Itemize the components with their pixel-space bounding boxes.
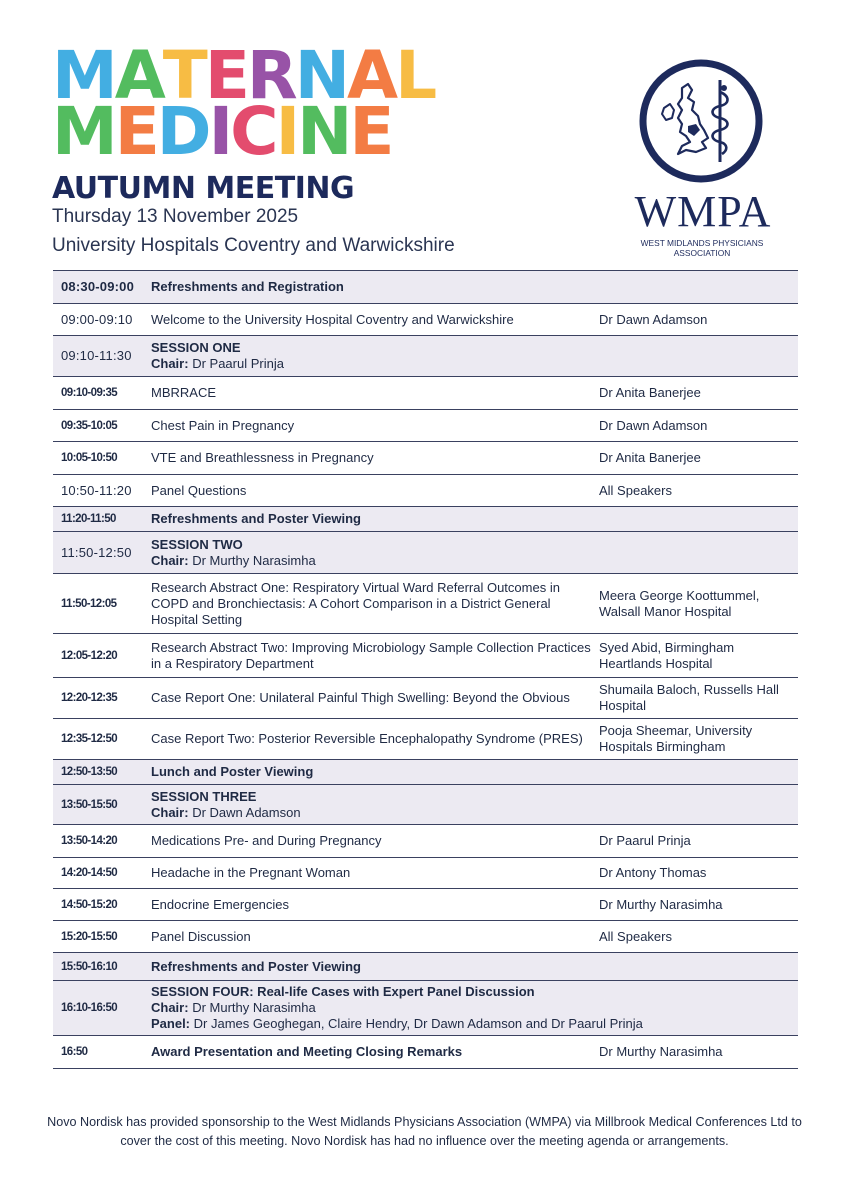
agenda-time: 11:50-12:05	[61, 597, 117, 610]
agenda-time: 12:20-12:35	[61, 692, 118, 704]
agenda-title: Lunch and Poster Viewing	[151, 764, 314, 779]
agenda-time: 13:50-15:50	[61, 798, 118, 811]
session-panel	[151, 1016, 791, 1032]
agenda-title: Headache in the Pregnant Woman	[151, 865, 351, 880]
session-chair	[151, 1000, 791, 1016]
logo-letter: E	[349, 93, 392, 170]
agenda-session-row	[53, 785, 798, 825]
chair-label: Chair:	[151, 1000, 189, 1015]
session-chair	[151, 805, 791, 821]
agenda-row	[53, 825, 798, 858]
logo-letter: E	[114, 93, 157, 170]
agenda-row	[53, 475, 798, 507]
logo-letter: N	[297, 93, 350, 170]
footer-line: Novo Nordisk has provided sponsorship to the West Midlands Physicians Association (WMPA) via Millbrook Medical Conferences Ltd to	[47, 1115, 802, 1129]
agenda-speaker: All Speakers	[599, 928, 672, 944]
chair-name: Dr Murthy Narasimha	[192, 552, 316, 568]
agenda-row	[53, 507, 798, 532]
agenda-row	[53, 889, 798, 921]
agenda-row	[53, 953, 798, 981]
agenda-time: 10:05-10:50	[61, 452, 118, 464]
logo-letter: M	[52, 37, 115, 114]
agenda-speaker: Dr Anita Banerjee	[599, 450, 701, 465]
agenda-row	[53, 921, 798, 953]
session-title: SESSION FOUR: Real-life Cases with Expert Panel Discussion	[151, 984, 535, 999]
agenda-time: 13:50-14:20	[61, 835, 118, 847]
agenda-time: 12:05-12:20	[61, 649, 118, 662]
wmpa-name: WMPA	[634, 187, 772, 236]
logo-letter: L	[395, 37, 435, 114]
logo-letter: C	[230, 93, 276, 170]
agenda-time: 08:30-09:00	[61, 279, 135, 294]
agenda-session-row	[53, 981, 798, 1036]
agenda-title: Refreshments and Poster Viewing	[151, 958, 361, 974]
agenda-speaker: Dr Anita Banerjee	[599, 385, 701, 400]
agenda-title: Panel Discussion	[151, 928, 251, 944]
logo-letter: A	[346, 37, 396, 114]
session-chair	[151, 356, 791, 372]
agenda-speaker: Dr Antony Thomas	[599, 865, 707, 880]
agenda-title: Case Report Two: Posterior Reversible Encephalopathy Syndrome (PRES)	[151, 731, 583, 746]
agenda-time: 09:00-09:10	[61, 311, 133, 327]
agenda-speaker: All Speakers	[599, 482, 672, 498]
session-title: SESSION TWO	[151, 536, 243, 552]
session-block	[151, 789, 791, 821]
session-block	[151, 984, 791, 1032]
session-chair	[151, 553, 791, 569]
agenda-session-row	[53, 336, 798, 377]
wmpa-full-name: WEST MIDLANDS PHYSICIANS ASSOCIATION	[640, 238, 764, 258]
agenda-title: Medications Pre- and During Pregnancy	[151, 833, 382, 848]
maternal-medicine-logo	[52, 37, 435, 170]
agenda-time: 12:35-12:50	[61, 733, 118, 745]
session-block	[151, 537, 791, 569]
agenda-time: 11:20-11:50	[61, 513, 116, 525]
agenda-time: 09:10-11:30	[61, 348, 132, 363]
agenda-speaker: Shumaila Baloch, Russells Hall Hospital	[599, 682, 779, 713]
agenda-title: Refreshments and Registration	[151, 279, 344, 294]
logo-line-medicine	[52, 93, 398, 170]
logo-letter: I	[208, 93, 231, 170]
meeting-venue: University Hospitals Coventry and Warwickshire	[52, 235, 455, 256]
agenda-title: Welcome to the University Hospital Coventry and Warwickshire	[151, 311, 514, 327]
agenda-row	[53, 574, 798, 634]
agenda-row	[53, 271, 798, 304]
agenda-row	[53, 678, 798, 719]
agenda-time: 11:50-12:50	[61, 544, 132, 560]
wmpa-emblem-icon	[638, 58, 764, 189]
agenda-row	[53, 1036, 798, 1069]
agenda-speaker: Dr Dawn Adamson	[599, 417, 708, 433]
agenda-row	[53, 760, 798, 785]
chair-name: Dr Murthy Narasimha	[192, 1000, 316, 1015]
meeting-date: Thursday 13 November 2025	[52, 206, 299, 227]
chair-label: Chair:	[151, 552, 189, 568]
logo-letter: E	[204, 37, 247, 114]
logo-letter: I	[275, 93, 298, 170]
agenda-speaker: Dr Murthy Narasimha	[599, 896, 723, 912]
agenda-row	[53, 719, 798, 760]
agenda-row	[53, 442, 798, 475]
agenda-title: Research Abstract Two: Improving Microbiology Sample Collection Practices in a Respiratory Department	[151, 639, 591, 671]
agenda-time: 09:35-10:05	[61, 419, 118, 432]
footer-line: cover the cost of this meeting. Novo Nordisk has had no influence over the meeting agenda or arrangements.	[120, 1134, 729, 1148]
agenda-speaker: Dr Murthy Narasimha	[599, 1044, 723, 1059]
agenda-title: Chest Pain in Pregnancy	[151, 417, 295, 433]
sponsorship-statement	[40, 1113, 809, 1151]
agenda-title: Endocrine Emergencies	[151, 896, 290, 912]
chair-label: Chair:	[151, 356, 189, 371]
agenda-time: 15:20-15:50	[61, 930, 118, 943]
agenda-time: 15:50-16:10	[61, 960, 118, 973]
agenda-title: Panel Questions	[151, 482, 247, 498]
agenda-row	[53, 410, 798, 442]
session-title: SESSION THREE	[151, 788, 257, 804]
agenda-title: VTE and Breathlessness in Pregnancy	[151, 450, 374, 465]
agenda-time: 16:10-16:50	[61, 1002, 118, 1014]
agenda-time: 14:50-15:20	[61, 898, 118, 911]
agenda-time: 16:50	[61, 1046, 88, 1058]
agenda-title: Research Abstract One: Respiratory Virtual Ward Referral Outcomes in COPD and Bronchiectasis: A Cohort Comparison in a District General Hospital Setting	[151, 579, 560, 627]
meeting-title: AUTUMN MEETING	[52, 171, 355, 206]
agenda-speaker: Dr Paarul Prinja	[599, 833, 691, 848]
chair-name: Dr Dawn Adamson	[192, 804, 301, 820]
panel-label: Panel:	[151, 1016, 191, 1031]
logo-letter: T	[162, 37, 205, 114]
agenda-row	[53, 304, 798, 336]
logo-letter: N	[294, 37, 347, 114]
agenda-title: Refreshments and Poster Viewing	[151, 511, 361, 526]
agenda-session-row	[53, 532, 798, 574]
panel-names: Dr James Geoghegan, Claire Hendry, Dr Dawn Adamson and Dr Paarul Prinja	[193, 1016, 643, 1031]
session-title: SESSION ONE	[151, 340, 241, 355]
logo-letter: M	[52, 93, 115, 170]
agenda-speaker: Meera George Koottummel, Walsall Manor Hospital	[599, 587, 760, 619]
logo-letter: A	[114, 37, 163, 114]
agenda-time: 14:20-14:50	[61, 867, 118, 879]
agenda-title: Case Report One: Unilateral Painful Thigh Swelling: Beyond the Obvious	[151, 690, 570, 705]
agenda-title: MBRRACE	[151, 385, 217, 400]
chair-label: Chair:	[151, 804, 189, 820]
logo-letter: D	[156, 93, 209, 170]
agenda-speaker: Dr Dawn Adamson	[599, 311, 708, 327]
session-block	[151, 340, 791, 372]
logo-letter: R	[246, 37, 295, 114]
agenda-row	[53, 858, 798, 889]
chair-name: Dr Paarul Prinja	[192, 356, 284, 371]
agenda-row	[53, 377, 798, 410]
agenda-speaker: Syed Abid, Birmingham Heartlands Hospital	[599, 639, 735, 671]
agenda-row	[53, 634, 798, 678]
agenda-table	[53, 270, 798, 1069]
agenda-time: 10:50-11:20	[61, 482, 132, 498]
agenda-title: Award Presentation and Meeting Closing Remarks	[151, 1044, 463, 1059]
agenda-time: 12:50-13:50	[61, 766, 118, 778]
agenda-speaker: Pooja Sheemar, University Hospitals Birmingham	[599, 723, 753, 754]
agenda-time: 09:10-09:35	[61, 387, 118, 399]
